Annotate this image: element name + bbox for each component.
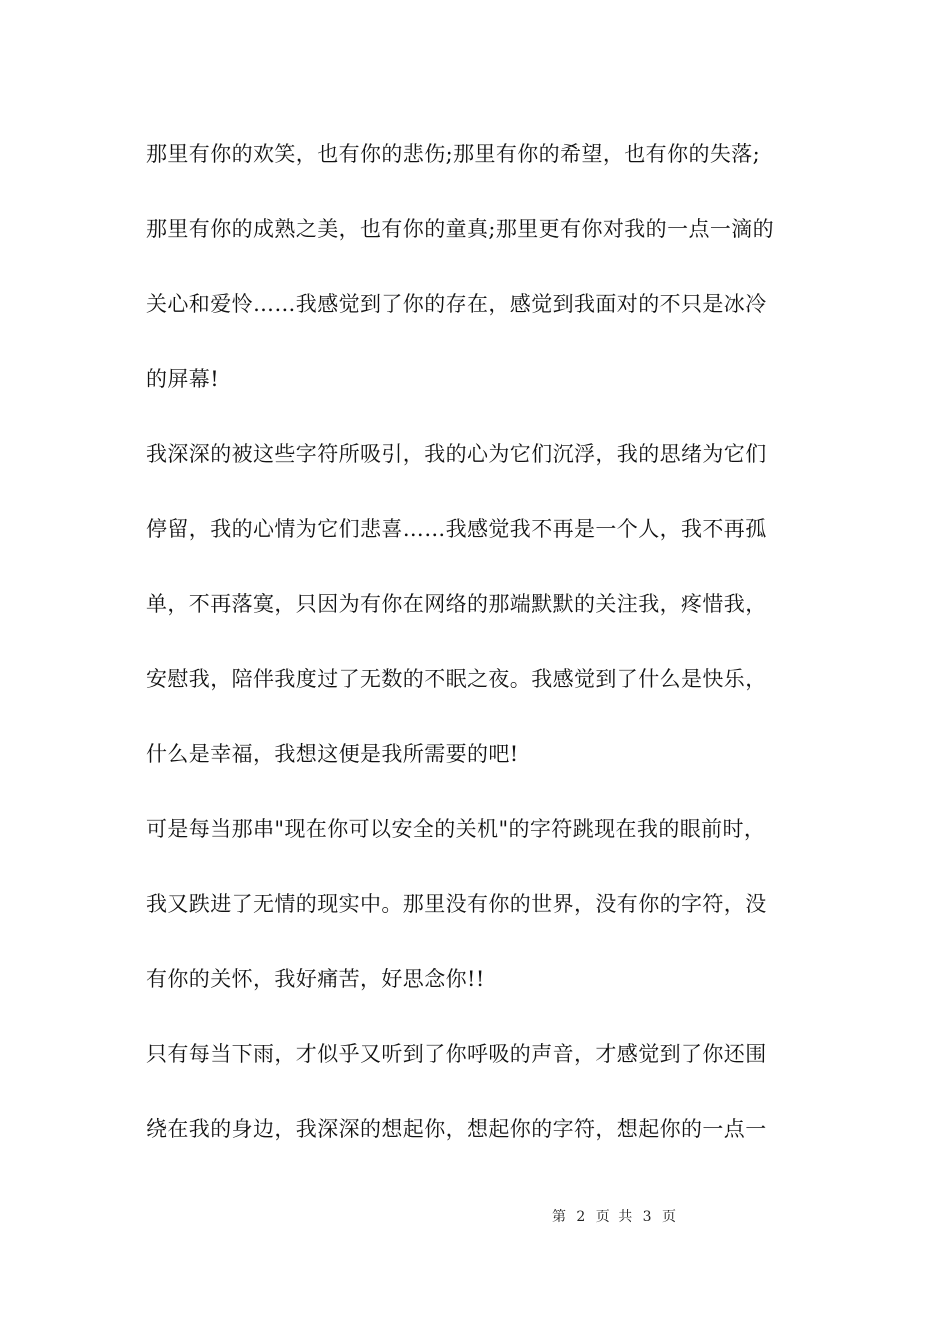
total-pages-number: 3 bbox=[642, 1209, 654, 1225]
text-line: 绕在我的身边，我深深的想起你，想起你的字符，想起你的一点一 bbox=[146, 1117, 767, 1141]
text-line: 我又跌进了无情的现实中。那里没有你的世界，没有你的字符，没 bbox=[146, 892, 767, 916]
page-label-mid: 页 共 bbox=[595, 1209, 635, 1225]
text-line: 只有每当下雨，才似乎又听到了你呼吸的声音，才感觉到了你还围 bbox=[146, 1042, 767, 1066]
text-line: 那里有你的成熟之美，也有你的童真;那里更有你对我的一点一滴的 bbox=[146, 217, 775, 241]
text-line: 有你的关怀，我好痛苦，好思念你!! bbox=[146, 967, 485, 991]
current-page-number: 2 bbox=[576, 1209, 588, 1225]
text-line: 关心和爱怜……我感觉到了你的存在，感觉到我面对的不只是冰冷 bbox=[146, 292, 767, 316]
text-line: 单，不再落寞，只因为有你在网络的那端默默的关注我，疼惜我， bbox=[146, 592, 767, 616]
text-line: 安慰我，陪伴我度过了无数的不眠之夜。我感觉到了什么是快乐， bbox=[146, 667, 767, 691]
text-line: 我深深的被这些字符所吸引，我的心为它们沉浮，我的思绪为它们 bbox=[146, 442, 767, 466]
text-line: 什么是幸福，我想这便是我所需要的吧! bbox=[146, 742, 519, 766]
document-body bbox=[146, 132, 814, 1182]
page-number-label bbox=[552, 1206, 678, 1226]
page-label-suffix: 页 bbox=[662, 1209, 679, 1225]
text-line: 那里有你的欢笑，也有你的悲伤;那里有你的希望，也有你的失落; bbox=[146, 142, 761, 166]
page-label-prefix: 第 bbox=[551, 1209, 568, 1225]
text-line: 停留，我的心情为它们悲喜……我感觉我不再是一个人，我不再孤 bbox=[146, 517, 767, 541]
page-footer bbox=[0, 1206, 950, 1226]
text-line: 可是每当那串"现在你可以安全的关机"的字符跳现在我的眼前时， bbox=[146, 817, 766, 841]
text-line: 的屏幕! bbox=[146, 367, 220, 391]
